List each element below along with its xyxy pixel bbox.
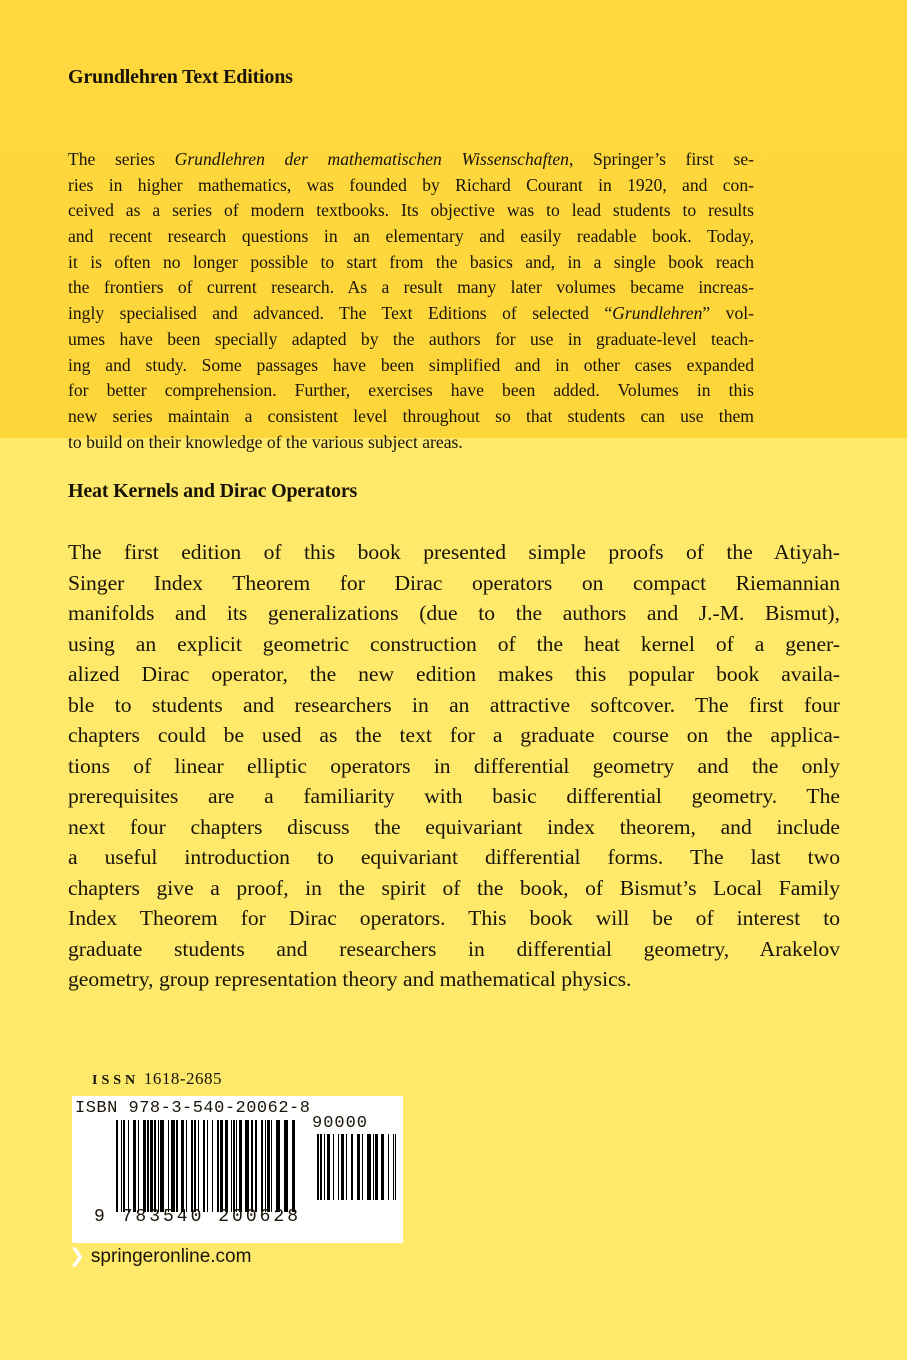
barcode-bar: [327, 1134, 330, 1200]
barcode-bar: [367, 1134, 371, 1200]
text-segment: ingly specialised and advanced. The Text Editions of selected “: [68, 303, 613, 324]
barcode-bar: [150, 1120, 153, 1212]
text-segment: umes have been specially adapted by the authors for use in graduate-level teach-: [68, 328, 754, 349]
text-line: [68, 873, 840, 904]
barcode-bar: [147, 1120, 149, 1212]
barcode-bar: [351, 1134, 353, 1200]
barcode-bar: [212, 1120, 213, 1212]
text-segment: ble to students and researchers in an attractive softcover. The first four: [68, 692, 840, 717]
barcode-bar: [176, 1120, 178, 1212]
text-segment: , Springer’s first se-: [568, 149, 754, 169]
barcode-bar: [128, 1120, 129, 1212]
text-line: [68, 147, 754, 173]
barcode-bar: [133, 1120, 136, 1212]
barcode-bar: [143, 1120, 146, 1212]
barcode-bar: [284, 1120, 288, 1212]
text-segment: new series maintain a consistent level throughout so that students can use them: [68, 405, 754, 426]
barcode-bar: [158, 1120, 159, 1212]
barcode-bar: [276, 1120, 280, 1212]
text-segment: Index Theorem for Dirac operators. This book will be of interest to: [68, 906, 840, 930]
website-url: springeronline.com: [90, 1246, 252, 1267]
barcode-bar: [123, 1120, 125, 1212]
text-line: [68, 327, 754, 353]
text-segment: tions of linear elliptic operators in differential geometry and the only: [68, 753, 840, 778]
text-line: [68, 629, 840, 660]
barcode-bar: [375, 1134, 378, 1200]
text-line: [68, 378, 754, 404]
barcode-bar: [154, 1120, 156, 1212]
text-segment: alized Dirac operator, the new edition makes this popular book availa-: [68, 662, 840, 686]
text-segment: Singer Index Theorem for Dirac operators on compact Riemannian: [68, 570, 840, 595]
text-line: [68, 353, 754, 379]
text-segment: ing and study. Some passages have been simplified and in other cases expanded: [68, 354, 754, 375]
text-line: [68, 751, 840, 782]
book-title: Heat Kernels and Dirac Operators: [68, 480, 358, 502]
website: [69, 1245, 251, 1268]
text-line: [68, 198, 754, 224]
barcode-bar: [324, 1134, 325, 1200]
text-segment: using an explicit geometric construction of the heat kernel of a gener-: [68, 631, 840, 656]
text-line: [68, 404, 754, 430]
text-segment: to build on their knowledge of the various subject areas.: [68, 431, 463, 452]
book-description: [68, 537, 840, 995]
barcode-digits: 9 783540 200628: [94, 1207, 302, 1227]
barcode-bar: [362, 1134, 363, 1200]
text-segment: chapters give a proof, in the spirit of the book, of Bismut’s Local Family: [68, 875, 840, 900]
text-line: [68, 659, 840, 690]
barcode-isbn: ISBN 978-3-540-20062-8: [75, 1099, 311, 1118]
text-line: [68, 173, 754, 199]
barcode-bar: [251, 1120, 253, 1212]
text-line: [68, 250, 754, 276]
series-heading: Grundlehren Text Editions: [68, 66, 293, 88]
text-line: [68, 964, 840, 995]
barcode-bar: [317, 1134, 319, 1200]
barcode-bar: [233, 1120, 235, 1212]
barcode-bar: [160, 1120, 164, 1212]
italic-text: Grundlehren der mathematischen Wissenschaften: [174, 149, 569, 169]
issn-value: 1618-2685: [143, 1069, 223, 1088]
text-segment: next four chapters discuss the equivariant index theorem, and include: [68, 814, 840, 839]
text-segment: prerequisites are a familiarity with basic differential geometry. The: [68, 784, 840, 808]
barcode-bar: [198, 1120, 199, 1212]
text-segment: and recent research questions in an elementary and easily readable book. Today,: [68, 226, 754, 247]
barcode-bar: [393, 1134, 394, 1200]
text-segment: it is often no longer possible to start from the basics and, in a single book reach: [68, 251, 754, 272]
text-line: [68, 430, 754, 456]
italic-text: Grundlehren: [612, 303, 703, 324]
barcode-bar: [203, 1120, 205, 1212]
text-line: [68, 934, 840, 965]
chevron-right-icon: ❯: [69, 1246, 85, 1267]
barcode-bar: [271, 1120, 272, 1212]
text-line: [68, 598, 840, 629]
text-line: [68, 301, 754, 327]
barcode-bar: [346, 1134, 347, 1200]
text-line: [68, 568, 840, 599]
barcode-bar: [320, 1134, 322, 1200]
issn: [92, 1069, 222, 1089]
barcode-bar: [207, 1120, 208, 1212]
barcode-bar: [171, 1120, 175, 1212]
barcode-bar: [225, 1120, 228, 1212]
text-segment: The first edition of this book presented simple proofs of the Atiyah-: [68, 540, 840, 564]
text-segment: ” vol-: [702, 303, 754, 324]
barcode-bar: [357, 1134, 360, 1200]
text-segment: a useful introduction to equivariant differential forms. The last two: [68, 845, 840, 869]
barcode-bar: [338, 1134, 339, 1200]
barcode-bar: [186, 1120, 187, 1212]
barcode-bar: [267, 1120, 270, 1212]
barcode-bar: [138, 1120, 139, 1212]
text-line: [68, 224, 754, 250]
barcode-bar: [116, 1120, 118, 1212]
barcode-bar: [236, 1120, 237, 1212]
barcode-bar: [239, 1120, 242, 1212]
series-description: [68, 147, 754, 455]
barcode-bar: [388, 1134, 389, 1200]
text-line: [68, 720, 840, 751]
text-line: [68, 812, 840, 843]
barcode-bar: [341, 1134, 344, 1200]
text-segment: The series: [68, 149, 175, 169]
barcode-bar: [333, 1134, 334, 1200]
barcode-bar: [395, 1134, 396, 1200]
text-segment: for better comprehension. Further, exercises have been added. Volumes in this: [68, 380, 754, 401]
text-line: [68, 275, 754, 301]
text-line: [68, 781, 840, 812]
text-segment: ries in higher mathematics, was founded by Richard Courant in 1920, and con-: [68, 174, 754, 195]
text-segment: chapters could be used as the text for a graduate course on the applica-: [68, 723, 840, 747]
barcode-bar: [231, 1120, 232, 1212]
barcode-addon: 90000: [312, 1114, 369, 1133]
text-line: [68, 537, 840, 568]
barcode-bar: [217, 1120, 219, 1212]
barcode-bar: [381, 1134, 384, 1200]
text-line: [68, 842, 840, 873]
barcode: [72, 1096, 403, 1243]
barcode-bar: [191, 1120, 193, 1212]
text-segment: graduate students and researchers in differential geometry, Arakelov: [68, 936, 840, 961]
barcode-bar: [292, 1120, 295, 1212]
barcode-bar: [265, 1120, 266, 1212]
barcode-bar: [373, 1134, 374, 1200]
text-segment: ceived as a series of modern textbooks. Its objective was to lead students to results: [68, 200, 754, 221]
barcode-bar: [194, 1120, 196, 1212]
barcode-bar: [181, 1120, 184, 1212]
barcode-bar: [255, 1120, 257, 1212]
text-segment: geometry, group representation theory and mathematical physics.: [68, 967, 632, 991]
text-line: [68, 690, 840, 721]
barcode-bar: [168, 1120, 169, 1212]
issn-label: ISSN: [92, 1073, 140, 1088]
text-line: [68, 903, 840, 934]
barcode-bar: [261, 1120, 263, 1212]
barcode-bar: [121, 1120, 122, 1212]
text-segment: the frontiers of current research. As a result many later volumes became increas-: [68, 277, 754, 298]
barcode-bar: [245, 1120, 249, 1212]
text-segment: manifolds and its generalizations (due to the authors and J.-M. Bismut),: [68, 601, 840, 625]
barcode-bar: [220, 1120, 223, 1212]
